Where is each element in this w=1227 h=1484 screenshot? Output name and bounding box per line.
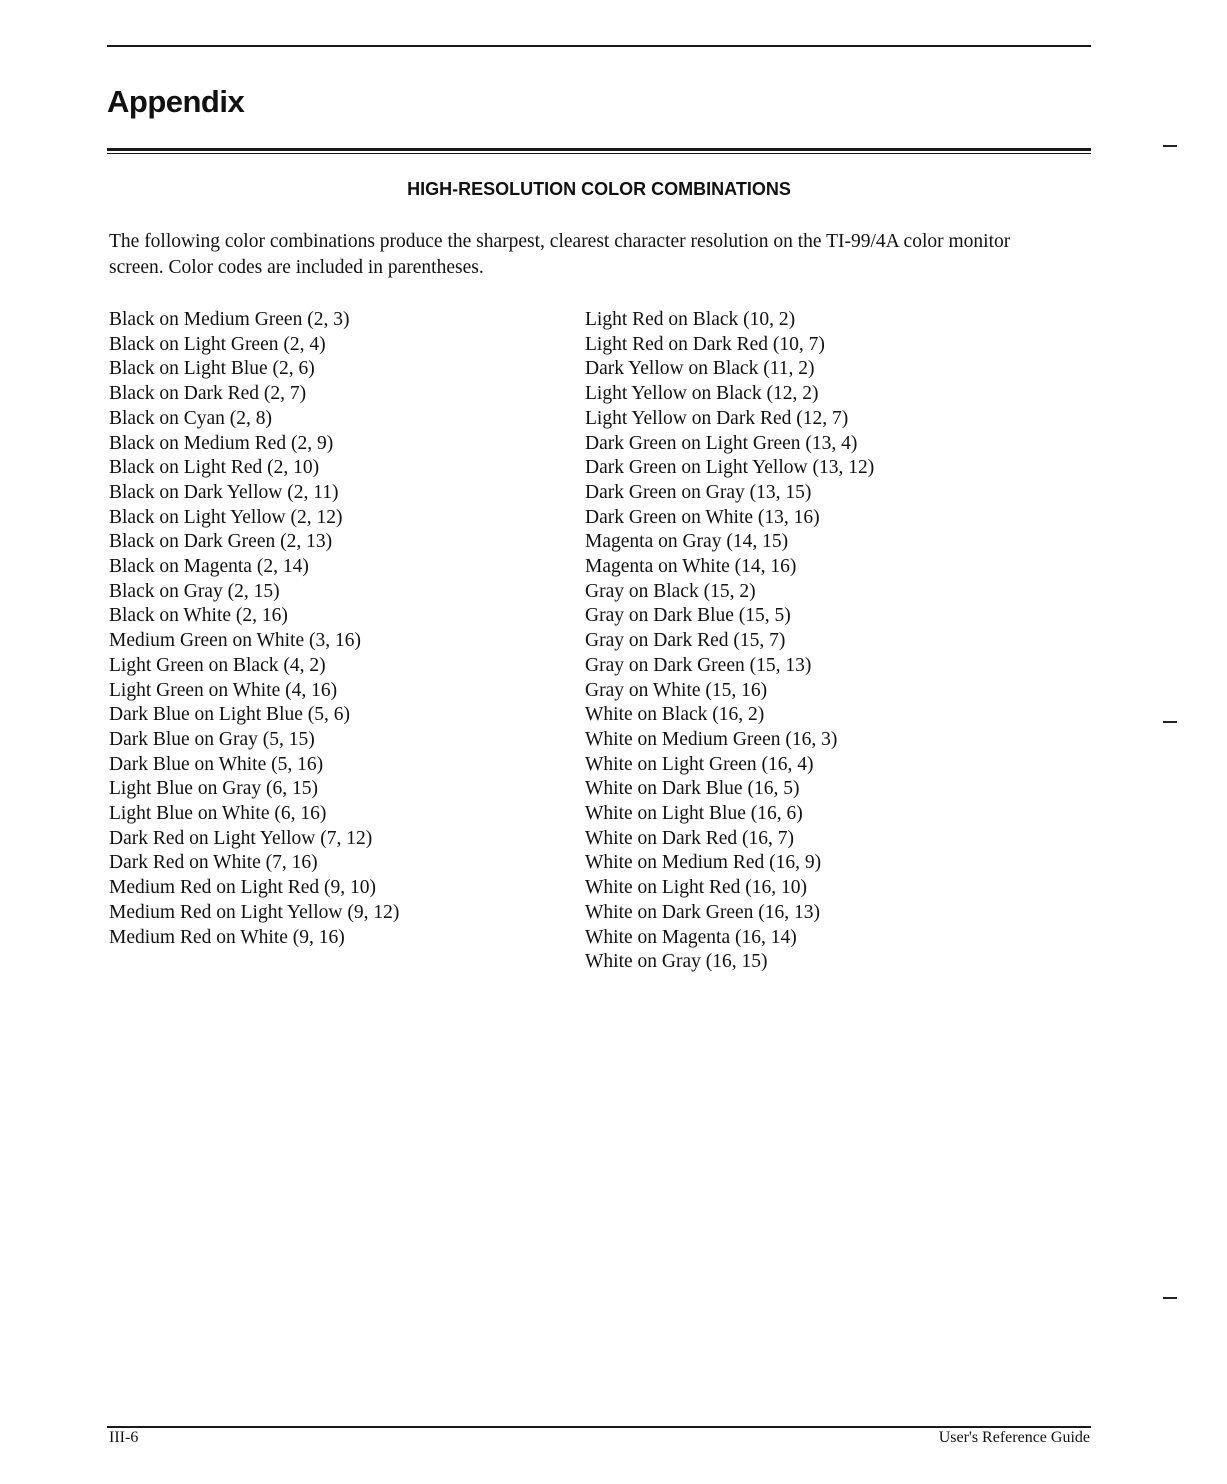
combination-item: Magenta on Gray (14, 15) [585,531,789,553]
combination-item: Black on Gray (2, 15) [109,580,280,602]
footer-rule [107,1426,1091,1428]
intro-paragraph: The following color combinations produce the sharpest, clearest character resolution on the TI-99/4A color monitor screen. Color codes are included in parentheses. [109,231,1011,278]
combination-item: Gray on Dark Blue (15, 5) [585,605,791,627]
combination-item: Black on Dark Red (2, 7) [109,383,307,405]
book-title: User's Reference Guide [938,1429,1090,1446]
page-heading: Appendix [107,84,245,119]
combination-item: Dark Blue on Gray (5, 15) [109,728,315,750]
combination-item: White on Gray (16, 15) [585,951,768,973]
combination-item: Black on Dark Yellow (2, 11) [109,481,339,503]
combination-item: Light Blue on White (6, 16) [109,803,327,825]
combinations-right-column [585,308,1085,975]
combination-item: Dark Blue on White (5, 16) [109,753,324,775]
combination-item: Black on Light Red (2, 10) [109,457,320,479]
combination-item: Gray on White (15, 16) [585,679,768,701]
combination-item: White on Black (16, 2) [585,704,765,726]
combination-item: Dark Green on Gray (13, 15) [585,481,812,503]
combination-item: Black on Magenta (2, 14) [109,556,309,578]
page-number: III-6 [109,1429,139,1446]
combinations-left-column [109,308,569,950]
top-rule [107,45,1091,47]
combination-item: Dark Green on White (13, 16) [585,506,820,528]
combination-item: White on Medium Green (16, 3) [585,728,838,750]
combination-item: Black on Cyan (2, 8) [109,407,273,429]
combination-item: Medium Red on Light Red (9, 10) [109,877,377,899]
combination-item: Black on Light Yellow (2, 12) [109,506,343,528]
combination-item: Dark Red on Light Yellow (7, 12) [109,827,373,849]
combination-item: Dark Yellow on Black (11, 2) [585,358,815,380]
combination-item: Dark Red on White (7, 16) [109,852,318,874]
combination-item: White on Light Blue (16, 6) [585,803,803,825]
combination-item: White on Medium Red (16, 9) [585,852,822,874]
combination-item: Dark Green on Light Yellow (13, 12) [585,457,875,479]
combination-item: Light Yellow on Dark Red (12, 7) [585,407,849,429]
combination-item: Light Red on Black (10, 2) [585,309,796,330]
combination-item: Gray on Dark Green (15, 13) [585,654,812,676]
combination-item: Light Green on Black (4, 2) [109,654,326,676]
combination-item: White on Magenta (16, 14) [585,926,797,948]
combination-item: Black on Medium Green (2, 3) [109,309,350,330]
combination-item: Black on Medium Red (2, 9) [109,432,334,454]
combination-item: Light Blue on Gray (6, 15) [109,778,319,800]
combination-item: White on Dark Green (16, 13) [585,901,820,923]
combination-item: White on Dark Blue (16, 5) [585,778,800,800]
combination-item: Black on Light Green (2, 4) [109,333,326,355]
combination-item: Black on Light Blue (2, 6) [109,358,315,380]
combination-item: Dark Blue on Light Blue (5, 6) [109,704,350,726]
combination-item: Black on Dark Green (2, 13) [109,531,333,553]
combination-item: Gray on Dark Red (15, 7) [585,630,786,652]
combination-item: White on Dark Red (16, 7) [585,827,795,849]
margin-mark [1163,721,1177,723]
combination-item: White on Light Green (16, 4) [585,753,814,775]
heading-rule [107,148,1091,151]
combination-item: Medium Green on White (3, 16) [109,630,361,652]
combination-item: Light Green on White (4, 16) [109,679,338,701]
heading-rule-thin [107,153,1091,154]
combination-item: Black on White (2, 16) [109,605,288,627]
margin-mark [1163,1297,1177,1299]
margin-mark [1163,145,1177,147]
combination-item: Medium Red on Light Yellow (9, 12) [109,901,400,923]
combination-item: Medium Red on White (9, 16) [109,926,345,948]
combination-item: Light Red on Dark Red (10, 7) [585,333,825,355]
combination-item: Dark Green on Light Green (13, 4) [585,432,858,454]
combination-item: White on Light Red (16, 10) [585,877,808,899]
combination-item: Gray on Black (15, 2) [585,580,756,602]
section-title: HIGH-RESOLUTION COLOR COMBINATIONS [407,179,791,199]
combination-item: Light Yellow on Black (12, 2) [585,383,819,405]
combination-item: Magenta on White (14, 16) [585,556,797,578]
